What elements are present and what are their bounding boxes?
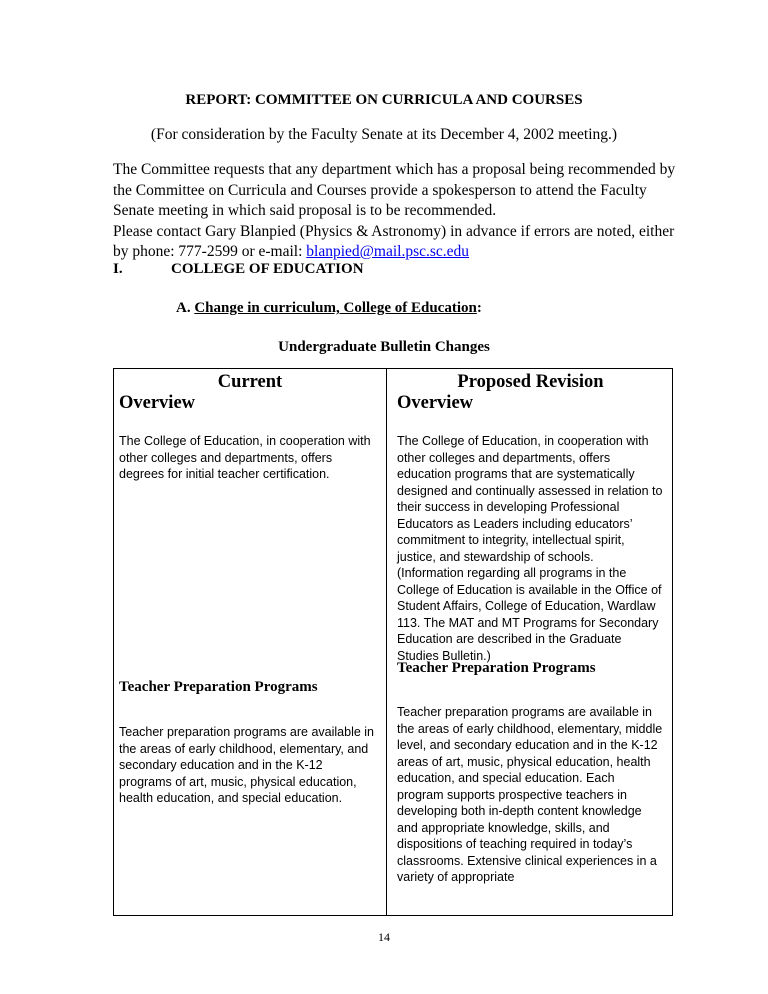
change-suffix: : (476, 300, 482, 316)
section-title: COLLEGE OF EDUCATION (171, 261, 364, 277)
intro-request: The Committee requests that any department which has a proposal being recommended by the Committee on Curricula and Courses provide a spokesperson to attend the Faculty Senate meeting in which said proposal is to be recommended. (113, 161, 676, 219)
section-heading (113, 261, 364, 278)
change-label: Change in curriculum, College of Education (194, 300, 477, 316)
current-programs-text: Teacher preparation programs are available in the areas of early childhood, elementary, and secondary education and in the K-12 programs of art, music, physical education, health education, and special education. (119, 725, 375, 805)
proposed-programs-title: Teacher Preparation Programs (397, 660, 596, 676)
consideration-note: (For consideration by the Faculty Senate at its December 4, 2002 meeting.) (150, 126, 618, 143)
intro-contact (113, 222, 683, 263)
page-number: 14 (378, 930, 390, 944)
report-title: REPORT: COMMITTEE ON CURRICULA AND COURSES (185, 92, 583, 108)
comparison-table (113, 368, 673, 916)
proposed-overview-text: The College of Education, in cooperation with other colleges and departments, offers education programs that are systematically designed and continually assessed in relation to their success in developing Professional Educators as Leaders including educators’ commitment to integrity, intellectual spirit, justice, and stewardship of schools. (Information regarding all programs in the College of Education is available in the Office of Student Affairs, College of Education, Wardlaw 113. The MAT and MT Programs for Secondary Education are described in the Graduate Studies Bulletin.) (397, 434, 663, 663)
change-heading (176, 300, 482, 317)
proposed-overview-title: Overview (397, 393, 474, 413)
current-header: Current (217, 372, 283, 392)
proposed-header: Proposed Revision (457, 372, 604, 392)
section-number: I. (113, 261, 123, 277)
contact-text: Please contact Gary Blanpied (Physics & Astronomy) in advance if errors are noted, either by phone: 777-2599 or e-mail: (113, 222, 675, 260)
email-link[interactable]: blanpied@mail.psc.sc.edu (306, 243, 470, 260)
current-programs-title: Teacher Preparation Programs (119, 679, 318, 695)
proposed-programs-text: Teacher preparation programs are available in the areas of early childhood, elementary, middle level, and secondary education and in the K-12 areas of art, music, physical education, health education, and special education. Each program supports prospective teachers in developing both in-depth content knowledge and appropriate knowledge, skills, and dispositions of teaching required in today’s classrooms. Extensive clinical experiences in a variety of appropriate (397, 705, 663, 884)
current-overview-text: The College of Education, in cooperation with other colleges and departments, offers degrees for initial teacher certification. (119, 434, 371, 481)
intro-paragraph (113, 160, 683, 263)
current-overview-title: Overview (119, 393, 196, 413)
bulletin-subtitle: Undergraduate Bulletin Changes (278, 339, 490, 355)
change-prefix: A. (176, 300, 195, 316)
column-divider (386, 369, 387, 915)
